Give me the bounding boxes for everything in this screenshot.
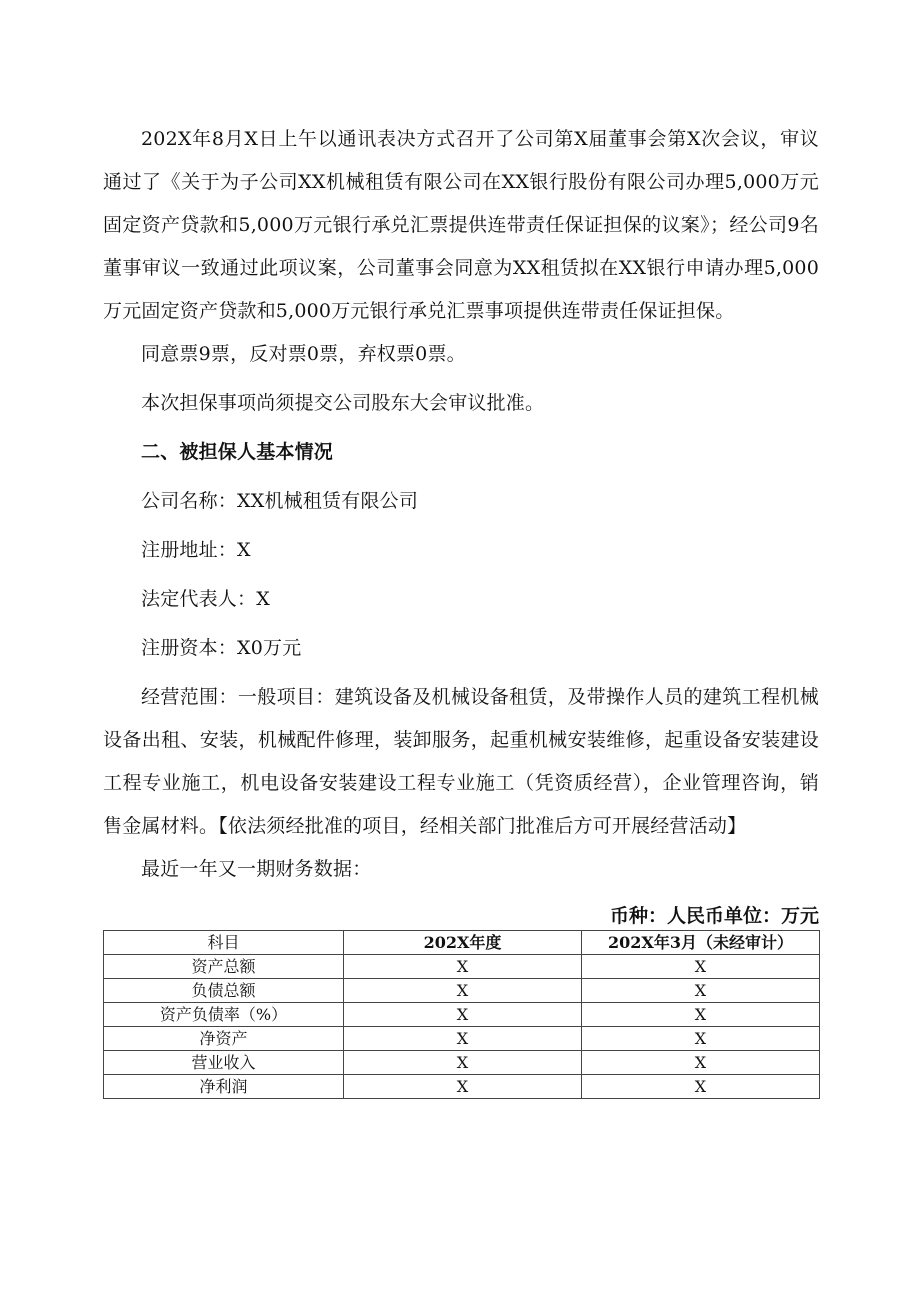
section-title: 二、被担保人基本情况: [141, 441, 334, 463]
approval-paragraph: 本次担保事项尚须提交公司股东大会审议批准。: [141, 392, 545, 414]
row-item: 营业收入: [104, 1051, 344, 1075]
header-year: 202X年度: [344, 931, 582, 955]
company-name: 公司名称：XX机械租赁有限公司: [141, 490, 419, 512]
row-item: 资产总额: [104, 955, 344, 979]
row-item: 净利润: [104, 1075, 344, 1099]
row-year-value: X: [344, 1075, 582, 1099]
table-row: [104, 1075, 820, 1099]
intro-paragraph: 202X年8月X日上午以通讯表决方式召开了公司第X届董事会第X次会议，审议通过了《关于为子公司XX机械租赁有限公司在XX银行股份有限公司办理5,000万元固定资产贷款和5,000万元银行承兑汇票提供连带责任保证担保的议案》；经公司9名董事审议一致通过此项议案，公司董事会同意为XX租赁拟在XX银行申请办理5,000万元固定资产贷款和5,000万元银行承兑汇票事项提供连带责任保证担保。: [103, 128, 819, 322]
table-row: [104, 1003, 820, 1027]
financial-intro: 最近一年又一期财务数据：: [141, 858, 372, 880]
row-quarter-value: X: [582, 1075, 820, 1099]
row-year-value: X: [344, 1051, 582, 1075]
votes-paragraph: 同意票9票，反对票0票，弃权票0票。: [141, 343, 466, 365]
row-quarter-value: X: [582, 1003, 820, 1027]
table-row: [104, 1051, 820, 1075]
row-quarter-value: X: [582, 1027, 820, 1051]
row-year-value: X: [344, 955, 582, 979]
table-row: [104, 955, 820, 979]
row-quarter-value: X: [582, 1051, 820, 1075]
business-scope: 经营范围：一般项目：建筑设备及机械设备租赁，及带操作人员的建筑工程机械设备出租、安装，机械配件修理，装卸服务，起重机械安装维修，起重设备安装建设工程专业施工，机电设备安装建设工程专业施工（凭资质经营），企业管理咨询，销售金属材料。【依法须经批准的项目，经相关部门批准后方可开展经营活动】: [103, 686, 819, 837]
row-quarter-value: X: [582, 979, 820, 1003]
row-year-value: X: [344, 1027, 582, 1051]
table-row: [104, 979, 820, 1003]
table-header-row: [104, 931, 820, 955]
header-quarter: 202X年3月（未经审计）: [582, 931, 820, 955]
row-year-value: X: [344, 1003, 582, 1027]
row-item: 负债总额: [104, 979, 344, 1003]
row-item: 净资产: [104, 1027, 344, 1051]
legal-representative: 法定代表人：X: [141, 588, 270, 610]
row-item: 资产负债率（%）: [104, 1003, 344, 1027]
row-quarter-value: X: [582, 955, 820, 979]
document-page: [103, 118, 819, 1099]
table-row: [104, 1027, 820, 1051]
row-year-value: X: [344, 979, 582, 1003]
registered-capital: 注册资本：X0万元: [141, 637, 302, 659]
financial-table: [103, 930, 820, 1099]
registered-address: 注册地址：X: [141, 539, 251, 561]
header-item: 科目: [104, 931, 344, 955]
currency-unit-note: 币种：人民币单位：万元: [609, 905, 819, 927]
